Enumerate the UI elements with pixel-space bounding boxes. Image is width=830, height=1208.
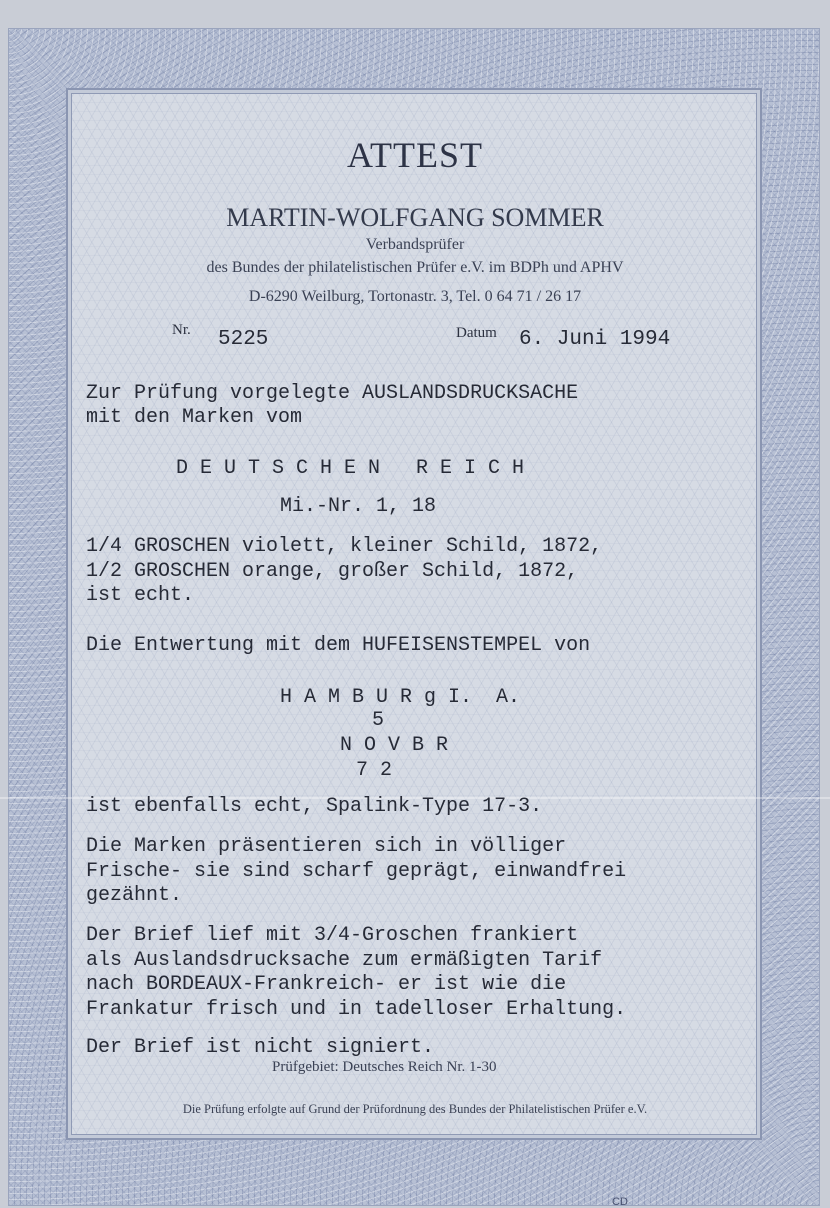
condition-line-2: Frische- sie sind scharf geprägt, einwandfrei (86, 860, 627, 883)
cancel-year: 7 2 (356, 759, 393, 782)
regulation-note: Die Prüfung erfolgte auf Grund der Prüfordnung des Bundes der Philatelistischen Prüfer e.V. (182, 1102, 648, 1116)
datum-label: Datum (456, 325, 497, 341)
cancellation-verdict: ist ebenfalls echt, Spalink-Type 17-3. (86, 795, 543, 818)
certificate-title: ATTEST (347, 135, 483, 175)
address-line: D-6290 Weilburg, Tortonastr. 3, Tel. 0 64 71 / 26 17 (248, 288, 582, 305)
condition-line-3: gezähnt. (86, 884, 183, 907)
letter-line-2: als Auslandsdrucksache zum ermäßigten Tarif (86, 949, 603, 972)
cancel-month: N O V B R (340, 734, 449, 757)
nr-label: Nr. (172, 322, 191, 338)
examination-area: Prüfgebiet: Deutsches Reich Nr. 1-30 (272, 1059, 497, 1075)
cancel-city: H A M B U R g I. A. (280, 686, 521, 709)
letter-line-4: Frankatur frisch und in tadelloser Erhaltung. (86, 998, 627, 1021)
cancellation-intro: Die Entwertung mit dem HUFEISENSTEMPEL von (86, 634, 591, 657)
signature-note: Der Brief ist nicht signiert. (86, 1036, 435, 1059)
certificate-date: 6. Juni 1994 (519, 328, 671, 351)
verdict-genuine: ist echt. (86, 584, 195, 607)
condition-line-1: Die Marken präsentieren sich in völliger (86, 835, 567, 858)
certificate-number: 5225 (218, 328, 269, 351)
edge-mark: CD (612, 1196, 628, 1208)
letter-line-3: nach BORDEAUX-Frankreich- er ist wie die (86, 973, 567, 996)
stamp-description-2: 1/2 GROSCHEN orange, großer Schild, 1872, (86, 560, 579, 583)
intro-line-1: Zur Prüfung vorgelegte AUSLANDSDRUCKSACHE (86, 382, 579, 405)
country-line: D E U T S C H E N R E I C H (176, 457, 525, 480)
catalog-numbers: Mi.-Nr. 1, 18 (280, 495, 437, 518)
examiner-role: Verbandsprüfer (365, 236, 465, 253)
intro-line-2: mit den Marken vom (86, 406, 303, 429)
examiner-name: MARTIN-WOLFGANG SOMMER (226, 203, 604, 232)
cancel-day: 5 (372, 709, 385, 732)
letter-line-1: Der Brief lief mit 3/4-Groschen frankiert (86, 924, 579, 947)
stamp-description-1: 1/4 GROSCHEN violett, kleiner Schild, 1872, (86, 535, 603, 558)
association-line: des Bundes der philatelistischen Prüfer e.V. im BDPh und APHV (206, 259, 624, 276)
